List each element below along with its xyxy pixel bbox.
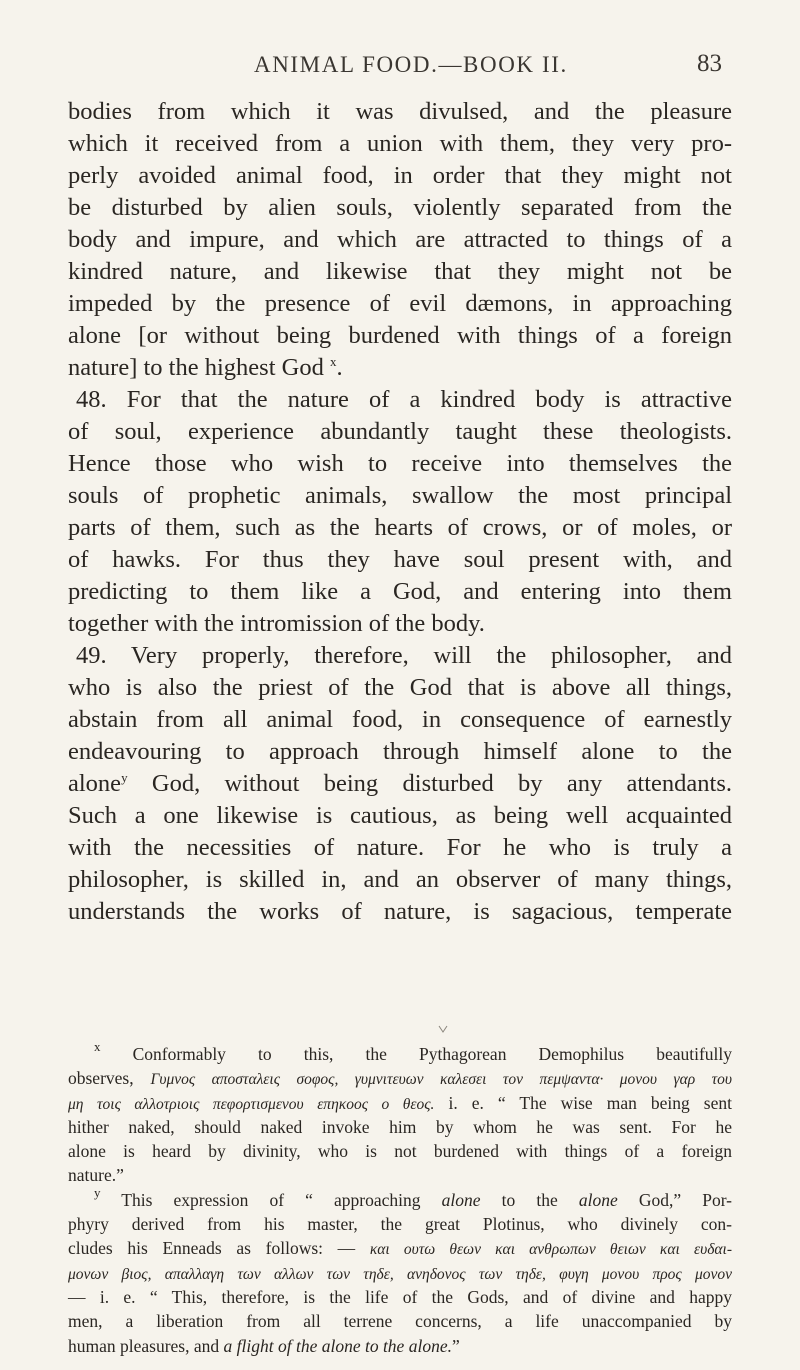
- footnote-y-line: [68, 1334, 732, 1358]
- text-line: souls of prophetic animals, swallow the most principal: [68, 482, 732, 509]
- text-segment: observes,: [68, 1068, 134, 1089]
- footnote-y-line: [68, 1236, 732, 1260]
- text-line: of hawks. For thus they have soul present with, and: [68, 546, 732, 573]
- text-segment: God, without being disturbed by any attendants.: [151, 770, 733, 797]
- italic-text: alone: [578, 1189, 618, 1210]
- footnote-x-line: nature.”: [68, 1165, 124, 1186]
- caret-mark-icon: [438, 1025, 448, 1033]
- text-segment: to the: [480, 1189, 579, 1210]
- text-line: endeavouring to approach through himself alone to the: [68, 738, 732, 765]
- text-line: Hence those who wish to receive into themselves the: [68, 450, 732, 477]
- paragraph-49-start: 49. Very properly, therefore, will the philosopher, and: [76, 642, 732, 669]
- text-line: [68, 768, 732, 800]
- greek-quote: Γυμνος αποσταλεις σοφος, γυμνιτευων καλεσει τον πεμψαντα· μονου γαρ του: [150, 1071, 733, 1089]
- running-head: [0, 52, 800, 82]
- text-segment: i. e. “ The wise man being sent: [448, 1092, 732, 1113]
- text-segment: ”: [451, 1335, 460, 1356]
- text-line: abstain from all animal food, in consequence of earnestly: [68, 706, 732, 733]
- text-line: body and impure, and which are attracted to things of a: [68, 226, 732, 253]
- text-line: perly avoided animal food, in order that they might not: [68, 162, 732, 189]
- text-line: be disturbed by alien souls, violently separated from the: [68, 194, 732, 221]
- text-segment: cludes his Enneads as follows: —: [68, 1238, 356, 1259]
- text-segment: This expression of “ approaching: [121, 1189, 442, 1210]
- text-line: of soul, experience abundantly taught these theologists.: [68, 418, 732, 445]
- greek-quote: και ουτω θεων και ανθρωπων θειων και ευδαι-: [369, 1241, 733, 1259]
- footnote-x-line: [68, 1066, 732, 1090]
- footnote-x-line: alone is heard by divinity, who is not burdened with things of a foreign: [68, 1141, 732, 1162]
- footnote-y-line: phyry derived from his master, the great Plotinus, who divinely con-: [68, 1214, 732, 1235]
- text-line: philosopher, is skilled in, and an observer of many things,: [68, 866, 732, 893]
- text-line: Such a one likewise is cautious, as being well acquainted: [68, 802, 732, 829]
- text-line: parts of them, such as the hearts of crows, or of moles, or: [68, 514, 732, 541]
- text-line: alone [or without being burdened with things of a foreign: [68, 322, 732, 349]
- footnote-ref-x: x: [329, 354, 337, 369]
- text-segment: nature] to the highest God: [68, 354, 324, 381]
- text-segment: human pleasures, and: [68, 1335, 224, 1356]
- italic-text: alone: [441, 1189, 481, 1210]
- text-line: bodies from which it was divulsed, and the pleasure: [68, 98, 732, 125]
- text-line: with the necessities of nature. For he who is truly a: [68, 834, 732, 861]
- footnote-y-line: men, a liberation from all terrene concerns, a life unaccompanied by: [68, 1311, 732, 1332]
- greek-quote: μονων βιος, απαλλαγη των αλλων των τηδε, ανηδονος των τηδε, φυγη μονου προς μονον: [68, 1265, 732, 1283]
- footnote-x-line: [68, 1091, 732, 1115]
- main-text: [68, 96, 732, 928]
- text-segment: God,” Por-: [617, 1189, 732, 1210]
- text-line: predicting to them like a God, and entering into them: [68, 578, 732, 605]
- footnote-y-line: [68, 1184, 732, 1212]
- footnote-y-line: [68, 1261, 732, 1285]
- text-line: who is also the priest of the God that is above all things,: [68, 674, 732, 701]
- text-segment: Conformably to this, the Pythagorean Demophilus beautifully: [132, 1044, 733, 1064]
- text-line: understands the works of nature, is sagacious, temperate: [68, 898, 732, 925]
- italic-text: a flight of the alone to the alone.: [223, 1335, 452, 1356]
- paragraph-48-start: 48. For that the nature of a kindred body is attractive: [76, 386, 732, 413]
- page-number: 83: [697, 50, 722, 77]
- text-segment: alone: [68, 770, 122, 797]
- footnote-marker-y: y: [94, 1184, 101, 1200]
- footnote-marker-x: x: [94, 1039, 101, 1054]
- text-line: which it received from a union with them, they very pro-: [68, 130, 732, 157]
- footnotes: [68, 1039, 733, 1358]
- text-line: impeded by the presence of evil dæmons, in approaching: [68, 290, 732, 317]
- footnote-ref-y: y: [121, 770, 128, 785]
- running-title: ANIMAL FOOD.—BOOK II.: [254, 52, 568, 77]
- greek-quote: μη τοις αλλοτριοις πεφορτισμενου επηκοος ο θεος.: [68, 1095, 435, 1113]
- text-line: kindred nature, and likewise that they might not be: [68, 258, 732, 285]
- footnote-y-line: — i. e. “ This, therefore, is the life of the Gods, and of divine and happy: [68, 1286, 732, 1307]
- text-line: nature] to the highest God $^x$.: [68, 354, 343, 381]
- footnote-x-line: [68, 1039, 733, 1066]
- footnote-x-line: hither naked, should naked invoke him by whom he was sent. For he: [68, 1116, 732, 1137]
- text-line: together with the intromission of the body.: [68, 610, 485, 637]
